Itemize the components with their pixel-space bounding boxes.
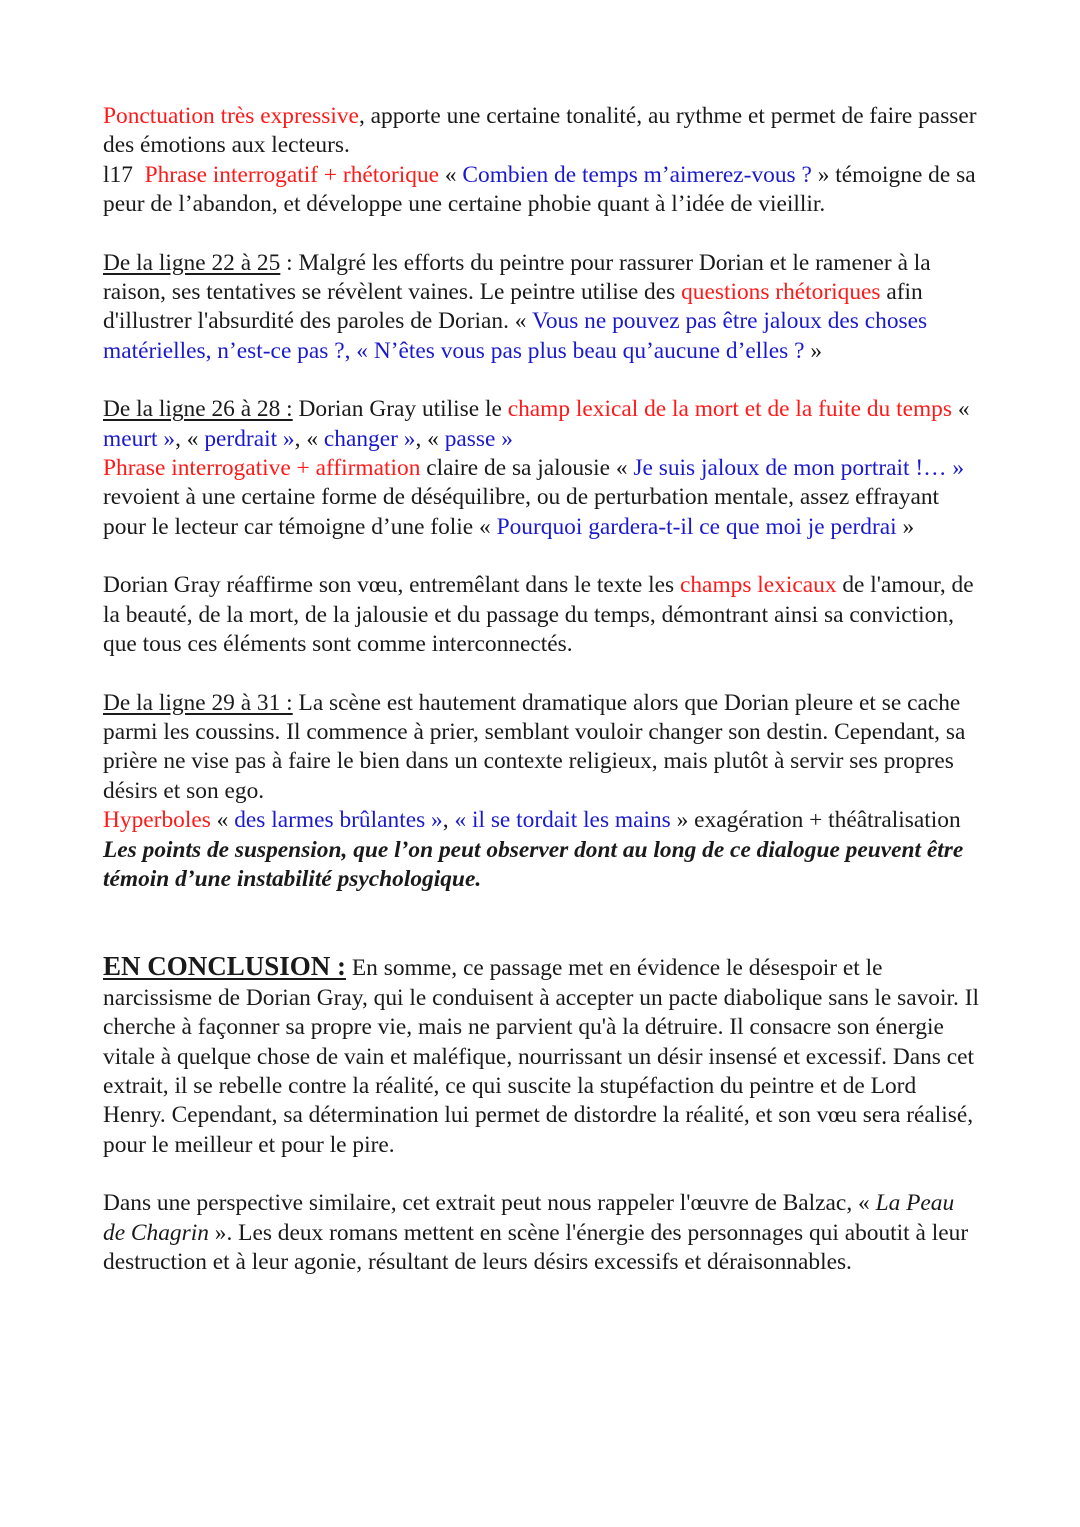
paragraph-lines-22-25 <box>103 249 980 367</box>
highlight-term: champs lexicaux <box>679 572 837 599</box>
text-run: , « <box>175 425 205 452</box>
text-run: , apporte une certaine tonalité, au rythme et permet de faire passer des émotions aux lecteurs. <box>103 103 977 159</box>
quotation: « il se tordait les mains <box>454 807 671 834</box>
text-run: » témoigne de sa peur de l’abandon, et développe une certaine phobie quant à l’idée de vieillir. <box>103 161 976 218</box>
text-run: La scène est hautement dramatique alors que Dorian pleure et se cache parmi les coussins. Il commence à prier, semblant vouloir changer son destin. Cependant, sa prière ne vise pas à faire le bien dans un contexte religieux, mais plutôt à servir ses propres désirs et son ego. <box>103 689 966 804</box>
section-label: De la ligne 29 à 31 : <box>103 689 293 716</box>
text-run: » <box>804 337 823 364</box>
text-run: , « <box>415 425 445 452</box>
paragraph-balzac <box>103 1189 980 1277</box>
paragraph-lines-26-28 <box>103 395 980 542</box>
quotation: Je suis jaloux de mon portrait !… » <box>633 455 965 482</box>
book-title: La Peau de Chagrin <box>103 1190 955 1246</box>
quotation: Combien de temps m’aimerez-vous ? <box>462 161 812 188</box>
highlight-term: Hyperboles <box>103 807 211 834</box>
text-run: : Malgré les efforts du peintre pour rassurer Dorian et le ramener à la raison, ses tentatives se révèlent vaines. Le peintre utilise des <box>103 249 931 306</box>
highlight-term: questions rhétoriques <box>681 279 881 306</box>
conclusion-heading: EN CONCLUSION : <box>103 951 347 982</box>
quotation: passe » <box>444 425 513 452</box>
paragraph-vow <box>103 571 980 659</box>
section-label: De la ligne 22 à 25 <box>103 249 281 276</box>
text-run: de l'amour, de la beauté, de la mort, de la jalousie et du passage du temps, démontrant ainsi sa conviction, que tous ces éléments sont comme interconnectés. <box>103 572 974 658</box>
quotation: Vous ne pouvez pas être jaloux des choses matérielles, n’est-ce pas ?, « N’êtes vous pas plus beau qu’aucune d’elles ? <box>103 308 928 364</box>
text-run: Dorian Gray réaffirme son vœu, entremêlant dans le texte les <box>103 572 680 599</box>
paragraph-lines-29-31 <box>103 689 980 895</box>
emphasis-note: Les points de suspension, que l’on peut observer dont au long de ce dialogue peuvent être témoin d’une instabilité psychologique. <box>103 836 964 892</box>
highlight-term: Phrase interrogatif + rhétorique <box>144 161 440 188</box>
text-run: » <box>896 513 915 540</box>
text-run: « <box>951 396 970 423</box>
text-run: ». Les deux romans mettent en scène l'énergie des personnages qui aboutit à leur destruction et à leur agonie, résultant de leurs désirs excessifs et déraisonnables. <box>103 1219 969 1275</box>
quotation: meurt » <box>103 425 176 452</box>
quotation: perdrait » <box>204 425 295 452</box>
highlight-term: Ponctuation très expressive <box>103 103 359 129</box>
text-run: afin d'illustrer l'absurdité des paroles de Dorian. « <box>103 279 923 335</box>
text-run: « <box>210 807 235 834</box>
line-reference: l17 <box>103 161 133 188</box>
paragraph-conclusion <box>103 952 980 1160</box>
text-run: claire de sa jalousie « <box>420 455 634 482</box>
paragraph-punctuation <box>103 102 980 220</box>
text-run: Dorian Gray utilise le <box>292 396 508 423</box>
quotation: Pourquoi gardera-t-il ce que moi je perdrai <box>496 513 897 540</box>
text-run: En somme, ce passage met en évidence le désespoir et le narcissisme de Dorian Gray, qui le conduisent à accepter un pacte diabolique sans le savoir. Il cherche à façonner sa propre vie, mais ne parvient qu'à la détruire. Il consacre son énergie vitale à quelque chose de vain et maléfique, nourrissant un désir insensé et excessif. Dans cet extrait, il se rebelle contre la réalité, ce qui suscite la stupéfaction du peintre et de Lord Henry. Cependant, sa détermination lui permet de distordre la réalité, et son vœu sera réalisé, pour le meilleur et pour le pire. <box>103 955 979 1158</box>
quotation: des larmes brûlantes » <box>234 807 443 834</box>
section-label: De la ligne 26 à 28 : <box>103 396 293 423</box>
text-run: revoient à une certaine forme de déséquilibre, ou de perturbation mentale, assez effrayant pour le lecteur car témoigne d’une folie « <box>103 484 940 540</box>
quotation: changer » <box>323 425 416 452</box>
highlight-term: Phrase interrogative + affirmation <box>103 455 421 482</box>
text-run: , <box>442 807 455 834</box>
text-run: , « <box>294 425 324 452</box>
highlight-term: champ lexical de la mort et de la fuite du temps <box>507 396 952 423</box>
text-run: « <box>439 161 463 188</box>
text-run: Dans une perspective similaire, cet extrait peut nous rappeler l'œuvre de Balzac, « <box>103 1190 876 1217</box>
text-run: » exagération + théâtralisation <box>670 807 961 834</box>
